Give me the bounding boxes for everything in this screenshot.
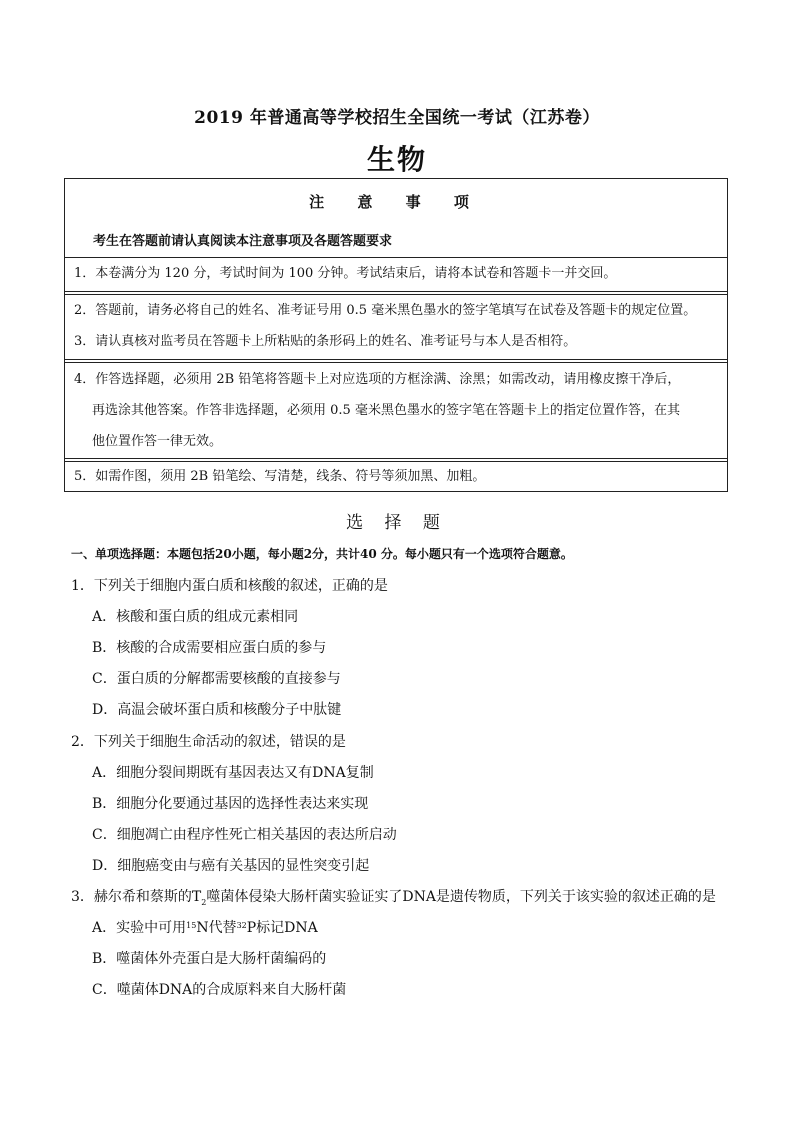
question-2-stem: 2．下列关于细胞生命活动的叙述，错误的是 bbox=[71, 734, 346, 750]
question-1-option-c: C．蛋白质的分解都需要核酸的直接参与 bbox=[92, 671, 341, 687]
notice-item-4: 4．作答选择题，必须用 2B 铅笔将答题卡上对应选项的方框涂满、涂黑；如需改动，请用橡皮擦干净后， bbox=[74, 372, 681, 387]
question-2-option-c: C．细胞凋亡由程序性死亡相关基因的表达所启动 bbox=[92, 827, 397, 843]
subject-title: 生物 bbox=[366, 143, 427, 176]
option-a-part: A．实验中可用 bbox=[92, 920, 187, 936]
question-3-option-b: B．噬菌体外壳蛋白是大肠杆菌编码的 bbox=[92, 951, 327, 967]
question-1-option-d: D．高温会破坏蛋白质和核酸分子中肽键 bbox=[92, 702, 342, 718]
section-instruction: 一、单项选择题：本题包括20小题，每小题2分，共计40 分。每小题只有一个选项符合题意。 bbox=[71, 547, 573, 561]
question-3-stem bbox=[71, 888, 716, 912]
divider bbox=[65, 458, 727, 459]
notice-item-4-cont: 再选涂其他答案。作答非选择题，必须用 0.5 毫米黑色墨水的签字笔在答题卡上的指定位置作答，在其 bbox=[92, 403, 680, 418]
notice-item-3: 3．请认真核对监考员在答题卡上所粘贴的条形码上的姓名、准考证号与本人是否相符。 bbox=[74, 334, 577, 349]
notice-item-5: 5．如需作图，须用 2B 铅笔绘、写清楚，线条、符号等须加黑、加粗。 bbox=[74, 469, 486, 484]
divider bbox=[65, 461, 727, 462]
option-a-part: N代替 bbox=[196, 920, 237, 936]
divider bbox=[65, 294, 727, 295]
divider bbox=[65, 362, 727, 363]
question-2-option-b: B．细胞分化要通过基因的选择性表达来实现 bbox=[92, 796, 369, 812]
question-1-stem: 1．下列关于细胞内蛋白质和核酸的叙述，正确的是 bbox=[71, 578, 388, 594]
divider bbox=[65, 257, 727, 258]
divider bbox=[65, 291, 727, 292]
question-1-option-a: A．核酸和蛋白质的组成元素相同 bbox=[92, 609, 299, 625]
question-2-option-a: A．细胞分裂间期既有基因表达又有DNA复制 bbox=[92, 765, 374, 781]
notice-box bbox=[64, 178, 728, 492]
question-3-stem-part: 3．赫尔希和蔡斯的T bbox=[71, 889, 202, 905]
question-3-stem-part: 噬菌体侵染大肠杆菌实验证实了DNA是遗传物质，下列关于该实验的叙述正确的是 bbox=[206, 889, 716, 905]
isotope-superscript: 15 bbox=[186, 921, 197, 930]
notice-item-2: 2．答题前，请务必将自己的姓名、准考证号用 0.5 毫米黑色墨水的签字笔填写在试卷及答题卡的规定位置。 bbox=[74, 303, 697, 318]
question-2-option-d: D．细胞癌变由与癌有关基因的显性突变引起 bbox=[92, 858, 370, 874]
section-title: 选 择 题 bbox=[346, 513, 448, 533]
notice-item-4-cont2: 他位置作答一律无效。 bbox=[92, 434, 223, 449]
question-3-subscript: 2 bbox=[201, 897, 207, 907]
option-a-part: P标记DNA bbox=[246, 920, 318, 936]
question-3-option-a bbox=[92, 919, 318, 937]
notice-subheading: 考生在答题前请认真阅读本注意事项及各题答题要求 bbox=[93, 234, 393, 249]
question-3-option-c: C．噬菌体DNA的合成原料来自大肠杆菌 bbox=[92, 982, 347, 998]
divider bbox=[65, 359, 727, 360]
exam-title: 2019 年普通高等学校招生全国统一考试（江苏卷） bbox=[194, 108, 600, 128]
question-1-option-b: B．核酸的合成需要相应蛋白质的参与 bbox=[92, 640, 327, 656]
notice-heading: 注 意 事 项 bbox=[309, 193, 483, 211]
notice-item-1: 1．本卷满分为 120 分，考试时间为 100 分钟。考试结束后，请将本试卷和答题卡一并交回。 bbox=[74, 266, 617, 281]
isotope-superscript: 32 bbox=[236, 921, 247, 930]
